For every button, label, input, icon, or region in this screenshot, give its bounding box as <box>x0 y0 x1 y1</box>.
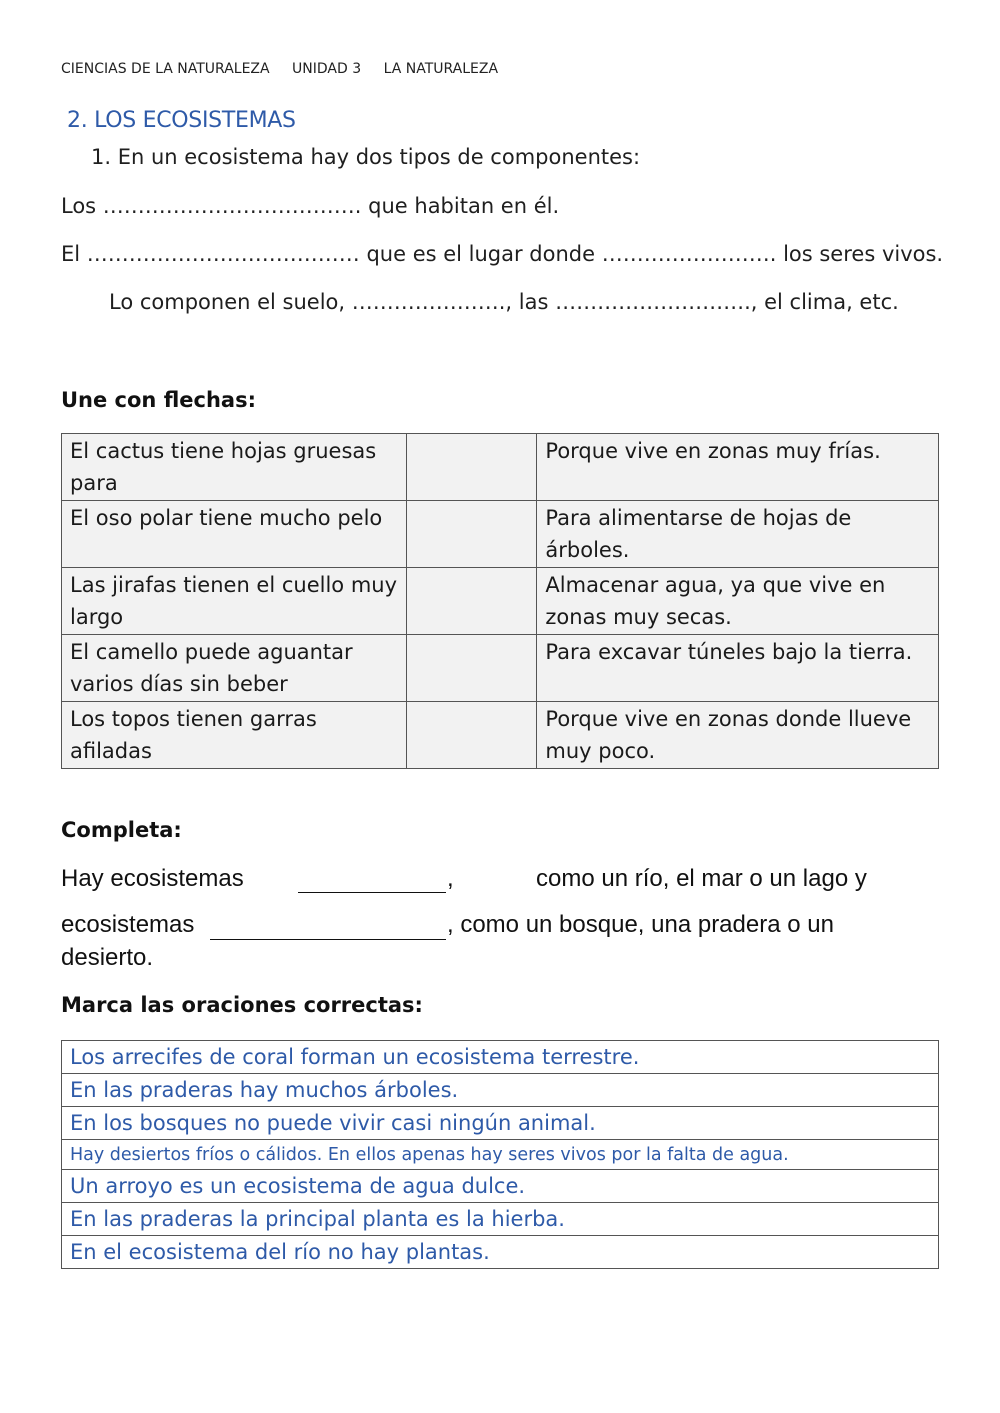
match-table <box>61 433 939 769</box>
marks-label: Marca las oraciones correctas: <box>61 993 423 1017</box>
fill-line-2: El ………………………………… que es el lugar donde ……………………. los seres vivos. <box>61 242 944 266</box>
complete-text: ecosistemas <box>61 911 195 938</box>
fill-line-1: Los ………………………………. que habitan en él. <box>61 194 560 218</box>
match-left-cell: Los topos tienen garras afiladas <box>62 702 407 769</box>
answer-blank-1[interactable] <box>298 868 446 893</box>
table-row <box>62 434 939 501</box>
table-row <box>62 702 939 769</box>
match-gap-cell[interactable] <box>406 501 537 568</box>
statement-cell[interactable]: En el ecosistema del río no hay plantas. <box>62 1236 939 1269</box>
match-gap-cell[interactable] <box>406 635 537 702</box>
statement-cell[interactable]: En las praderas la principal planta es la hierba. <box>62 1203 939 1236</box>
match-left-cell: El cactus tiene hojas gruesas para <box>62 434 407 501</box>
table-row[interactable] <box>62 1107 939 1140</box>
table-row[interactable] <box>62 1140 939 1170</box>
complete-text: como un río, el mar o un lago y <box>536 865 867 892</box>
marks-table <box>61 1040 939 1269</box>
table-row[interactable] <box>62 1203 939 1236</box>
table-row[interactable] <box>62 1074 939 1107</box>
match-right-cell: Almacenar agua, ya que vive en zonas muy secas. <box>537 568 939 635</box>
statement-cell[interactable]: Hay desiertos fríos o cálidos. En ellos apenas hay seres vivos por la falta de agua. <box>62 1140 939 1170</box>
table-row[interactable] <box>62 1236 939 1269</box>
match-right-cell: Porque vive en zonas muy frías. <box>537 434 939 501</box>
statement-cell[interactable]: Un arroyo es un ecosistema de agua dulce. <box>62 1170 939 1203</box>
match-left-cell: El oso polar tiene mucho pelo <box>62 501 407 568</box>
match-left-cell: Las jirafas tienen el cuello muy largo <box>62 568 407 635</box>
table-row[interactable] <box>62 1170 939 1203</box>
section-title: 2. LOS ECOSISTEMAS <box>67 108 296 133</box>
table-row[interactable] <box>62 1041 939 1074</box>
match-right-cell: Para excavar túneles bajo la tierra. <box>537 635 939 702</box>
complete-line-1 <box>61 865 244 893</box>
answer-blank-2[interactable] <box>210 914 446 940</box>
match-gap-cell[interactable] <box>406 702 537 769</box>
header-topic: LA NATURALEZA <box>383 61 499 77</box>
question-1: 1. En un ecosistema hay dos tipos de componentes: <box>91 145 641 169</box>
table-row <box>62 501 939 568</box>
header-subject: CIENCIAS DE LA NATURALEZA <box>61 61 270 77</box>
fill-line-3: Lo componen el suelo, …………………., las ………………………., el clima, etc. <box>109 290 899 314</box>
statement-cell[interactable]: En los bosques no puede vivir casi ningún animal. <box>62 1107 939 1140</box>
match-gap-cell[interactable] <box>406 434 537 501</box>
table-row <box>62 568 939 635</box>
match-right-cell: Porque vive en zonas donde llueve muy poco. <box>537 702 939 769</box>
complete-comma: , <box>447 865 454 892</box>
match-gap-cell[interactable] <box>406 568 537 635</box>
statement-cell[interactable]: En las praderas hay muchos árboles. <box>62 1074 939 1107</box>
match-left-cell: El camello puede aguantar varios días sin beber <box>62 635 407 702</box>
page-header <box>61 61 516 77</box>
match-label: Une con flechas: <box>61 388 256 412</box>
match-right-cell: Para alimentarse de hojas de árboles. <box>537 501 939 568</box>
complete-text: Hay ecosistemas <box>61 865 244 892</box>
complete-label: Completa: <box>61 818 182 842</box>
complete-text: , como un bosque, una pradera o un <box>447 911 834 938</box>
complete-text: desierto. <box>61 944 154 971</box>
table-row <box>62 635 939 702</box>
statement-cell[interactable]: Los arrecifes de coral forman un ecosistema terrestre. <box>62 1041 939 1074</box>
header-unit: UNIDAD 3 <box>292 61 362 77</box>
